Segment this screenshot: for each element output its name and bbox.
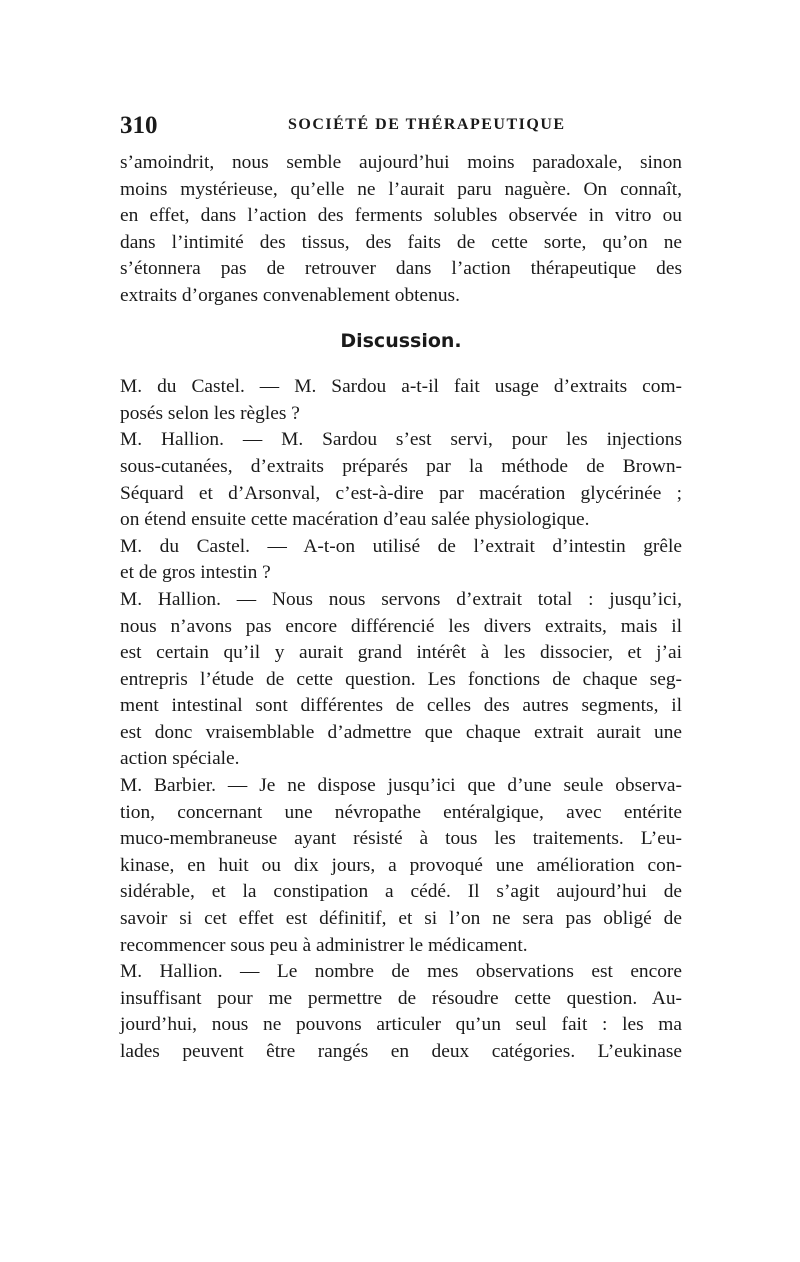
text-line: s’amoindrit, nous semble aujourd’hui moins paradoxale, sinon: [120, 152, 682, 173]
text-line: est certain qu’il y aurait grand intérêt à les dissocier, et j’ai: [120, 642, 682, 664]
text-line: s’étonnera pas de retrouver dans l’action thérapeutique des: [120, 258, 682, 280]
text-line: savoir si cet effet est définitif, et si l’on ne sera pas obligé de: [120, 908, 682, 930]
text-line: dans l’intimité des tissus, des faits de cette sorte, qu’on ne: [120, 231, 682, 253]
text-line: posés selon les règles ?: [120, 402, 300, 424]
text-line: est donc vraisemblable d’admettre que chaque extrait aurait une: [120, 721, 682, 743]
text-line: moins mystérieuse, qu’elle ne l’aurait paru naguère. On connaît,: [120, 178, 682, 200]
page-body: [120, 150, 682, 1066]
text-line: Séquard et d’Arsonval, c’est-à-dire par macération glycérinée ;: [120, 482, 682, 504]
page-header: [120, 106, 682, 146]
page-number: 310: [120, 112, 158, 139]
text-line: sidérable, et la constipation a cédé. Il s’agit aujourd’hui de: [120, 881, 682, 903]
text-line: M. Barbier. — Je ne dispose jusqu’ici que d’une seule observa-: [120, 775, 682, 797]
text-line: action spéciale.: [120, 748, 240, 770]
text-line: sous-cutanées, d’extraits préparés par la méthode de Brown-: [120, 455, 682, 477]
section-heading: Discussion.: [340, 329, 462, 352]
text-line: recommencer sous peu à administrer le médicament.: [120, 934, 528, 956]
text-line: entrepris l’étude de cette question. Les fonctions de chaque seg-: [120, 668, 682, 690]
text-line: insuffisant pour me permettre de résoudre cette question. Au-: [120, 987, 682, 1009]
text-line: on étend ensuite cette macération d’eau salée physiologique.: [120, 509, 590, 531]
text-line: jourd’hui, nous ne pouvons articuler qu’un seul fait : les ma: [120, 1014, 682, 1036]
running-title: SOCIÉTÉ DE THÉRAPEUTIQUE: [288, 116, 566, 133]
text-line: M. du Castel. — M. Sardou a-t-il fait usage d’extraits com-: [120, 376, 682, 398]
text-line: ment intestinal sont différentes de celles des autres segments, il: [120, 695, 682, 717]
text-line: tion, concernant une névropathe entéralgique, avec entérite: [120, 801, 682, 823]
text-line: nous n’avons pas encore différencié les divers extraits, mais il: [120, 615, 682, 637]
text-line: en effet, dans l’action des ferments solubles observée in vitro ou: [120, 205, 682, 227]
text-line: M. du Castel. — A-t-on utilisé de l’extrait d’intestin grêle: [120, 535, 682, 557]
text-line: kinase, en huit ou dix jours, a provoqué une amélioration con-: [120, 854, 682, 876]
text-line: et de gros intestin ?: [120, 562, 271, 584]
text-line: muco-membraneuse ayant résisté à tous les traitements. L’eu-: [120, 828, 682, 850]
text-line: M. Hallion. — Nous nous servons d’extrait total : jusqu’ici,: [120, 588, 682, 610]
text-line: lades peuvent être rangés en deux catégories. L’eukinase: [120, 1041, 682, 1062]
text-line: M. Hallion. — Le nombre de mes observations est encore: [120, 961, 682, 983]
text-line: extraits d’organes convenablement obtenus.: [120, 284, 460, 306]
text-line: M. Hallion. — M. Sardou s’est servi, pour les injections: [120, 429, 682, 451]
